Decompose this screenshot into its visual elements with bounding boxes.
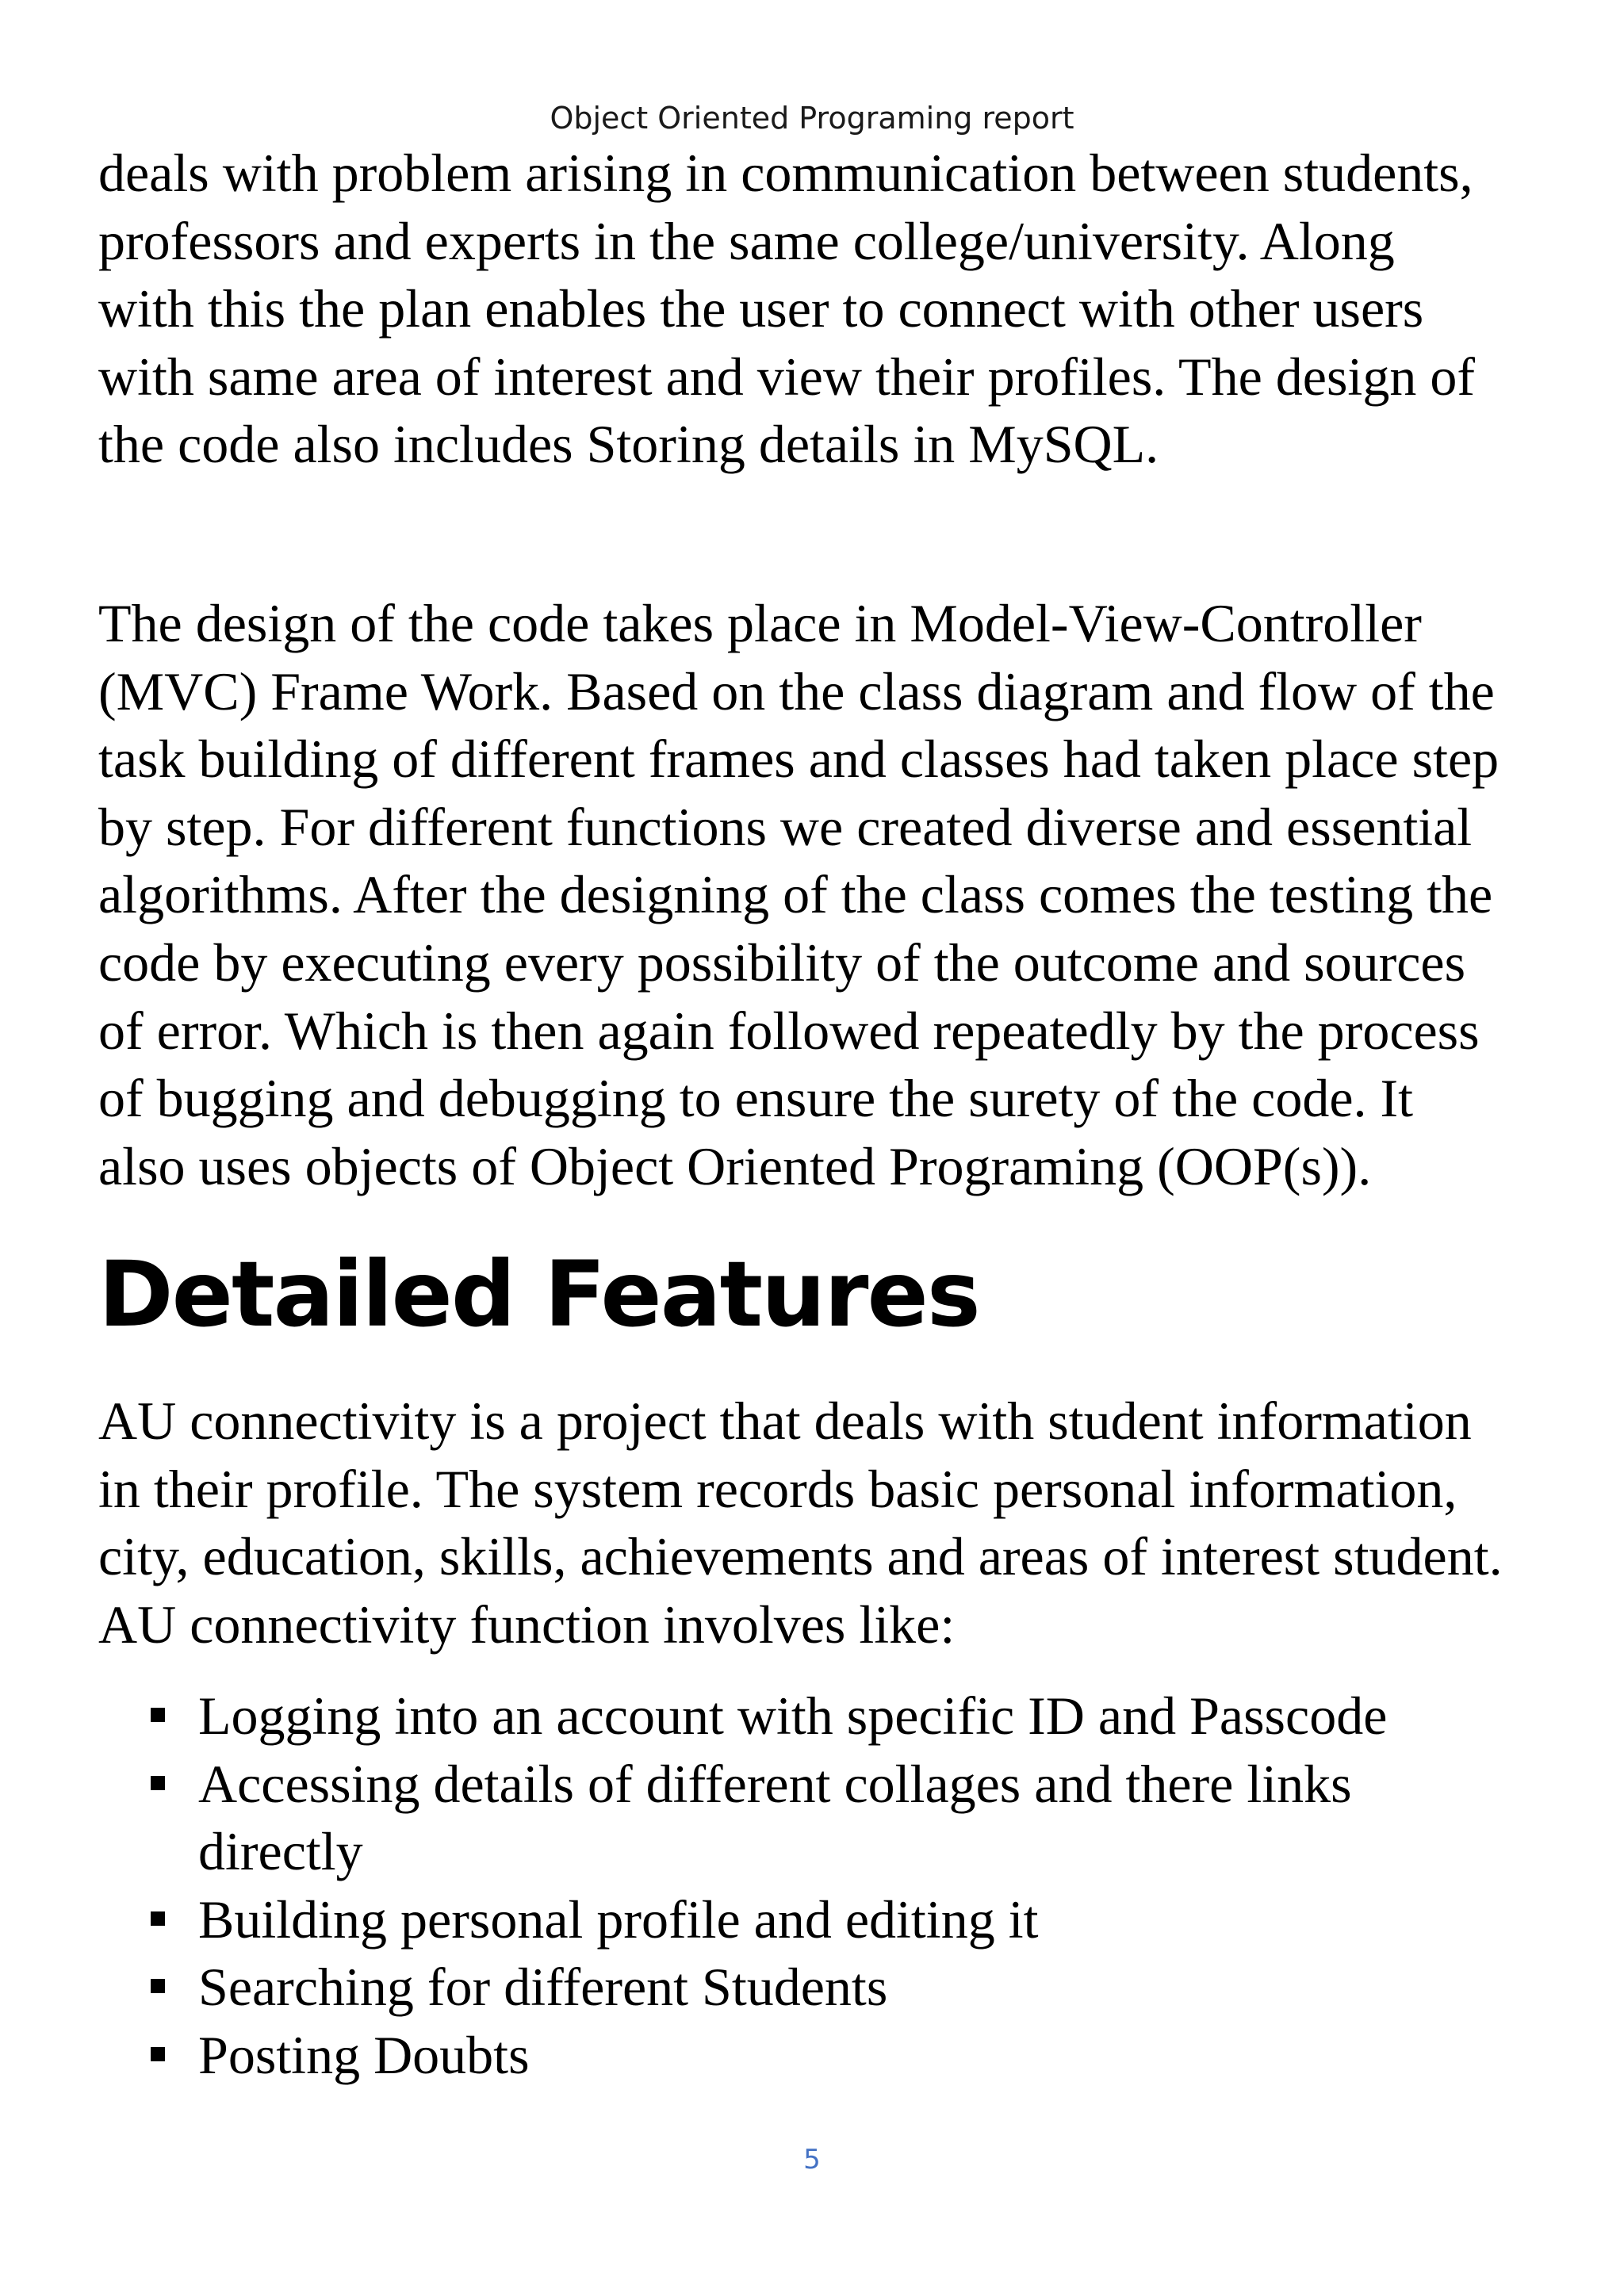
text-line: of bugging and debugging to ensure the surety of the code. It [98,1068,1414,1129]
list-item-text: directly [198,1821,363,1882]
square-bullet-icon [151,1979,165,1993]
text-line: in their profile. The system records basic personal information, [98,1458,1457,1519]
square-bullet-icon [151,1911,165,1926]
list-item-text: Building personal profile and editing it [198,1888,1039,1950]
text-line: the code also includes Storing details in MySQL. [98,414,1159,475]
text-line: city, education, skills, achievements and areas of interest student. [98,1526,1503,1587]
text-line: (MVC) Frame Work. Based on the class diagram and flow of the [98,660,1495,721]
paragraph-design [98,590,1573,1200]
text-line: professors and experts in the same college/university. Along [98,210,1395,271]
text-line: also uses objects of Object Oriented Programing (OOP(s)). [98,1135,1372,1196]
list-item [151,2022,1570,2090]
page-number: 5 [803,2144,821,2175]
list-item [151,1682,1570,1751]
list-item-text: Posting Doubts [198,2024,530,2085]
paragraph-features-intro [98,1387,1573,1659]
list-item-text: Searching for different Students [198,1957,888,2018]
feature-list [151,1682,1570,2090]
text-line: algorithms. After the designing of the class comes the testing the [98,864,1493,925]
list-item [151,1751,1570,1886]
square-bullet-icon [151,2047,165,2061]
running-header: Object Oriented Programing report [550,101,1074,136]
text-line: AU connectivity function involves like: [98,1594,956,1655]
list-item [151,1886,1570,1954]
text-line: deals with problem arising in communication between students, [98,143,1473,203]
text-line: of error. Which is then again followed repeatedly by the process [98,1000,1480,1061]
text-line: with this the plan enables the user to connect with other users [98,278,1424,339]
text-line: by step. For different functions we created diverse and essential [98,796,1473,857]
text-line: AU connectivity is a project that deals with student information [98,1391,1472,1451]
square-bullet-icon [151,1776,165,1790]
list-item-text: Accessing details of different collages and there links [198,1753,1352,1814]
text-line: with same area of interest and view their profiles. The design of [98,346,1475,407]
text-line: The design of the code takes place in Model-View-Controller [98,593,1422,653]
square-bullet-icon [151,1708,165,1722]
text-line: code by executing every possibility of the outcome and sources [98,932,1466,993]
section-heading: Detailed Features [98,1242,979,1347]
list-item-text: Logging into an account with specific ID and Passcode [198,1686,1388,1746]
list-item [151,1954,1570,2022]
text-line: task building of different frames and classes had taken place step [98,729,1500,790]
paragraph-intro-continued [98,140,1573,479]
